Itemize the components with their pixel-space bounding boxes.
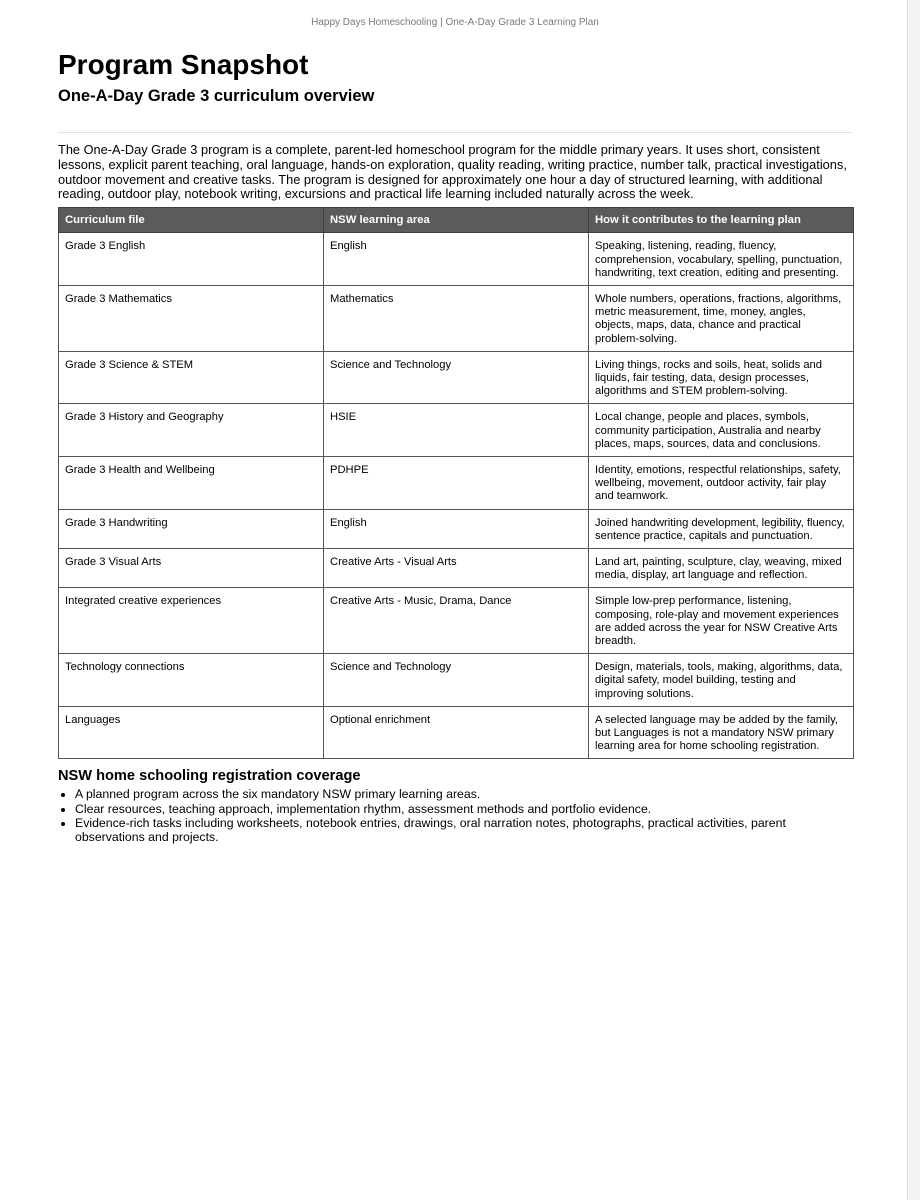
- page-title: Program Snapshot: [58, 49, 309, 80]
- table-row: [59, 404, 854, 457]
- page-subtitle: One-A-Day Grade 3 curriculum overview: [58, 87, 375, 105]
- column-header-contribution: How it contributes to the learning plan: [589, 208, 854, 233]
- coverage-list: [58, 787, 853, 844]
- contribution-cell: Joined handwriting development, legibility, fluency, sentence practice, capitals and punctuation.: [589, 509, 854, 548]
- curriculum-file-cell: Grade 3 English: [59, 233, 324, 286]
- contribution-cell: Whole numbers, operations, fractions, algorithms, metric measurement, time, money, angles, objects, maps, data, chance and practical problem-solving.: [589, 286, 854, 352]
- contribution-cell: Simple low-prep performance, listening, composing, role-play and movement experiences are added across the year for NSW Creative Arts breadth.: [589, 588, 854, 654]
- curriculum-file-cell: Grade 3 Handwriting: [59, 509, 324, 548]
- table-header-row: [59, 208, 854, 233]
- curriculum-file-cell: Integrated creative experiences: [59, 588, 324, 654]
- curriculum-table: [58, 207, 854, 759]
- curriculum-file-cell: Grade 3 History and Geography: [59, 404, 324, 457]
- contribution-cell: Living things, rocks and soils, heat, solids and liquids, fair testing, data, design processes, algorithms and STEM problem-solving.: [589, 351, 854, 404]
- table-row: [59, 706, 854, 759]
- table-row: [59, 654, 854, 707]
- contribution-cell: Local change, people and places, symbols, community participation, Australia and nearby places, maps, sources, data and conclusions.: [589, 404, 854, 457]
- curriculum-file-cell: Grade 3 Health and Wellbeing: [59, 457, 324, 510]
- table-row: [59, 351, 854, 404]
- page-content: [58, 48, 853, 844]
- learning-area-cell: Science and Technology: [324, 654, 589, 707]
- table-row: [59, 549, 854, 588]
- curriculum-file-cell: Grade 3 Visual Arts: [59, 549, 324, 588]
- curriculum-file-cell: Grade 3 Science & STEM: [59, 351, 324, 404]
- list-item: • A planned program across the six mandatory NSW primary learning areas.: [75, 787, 853, 801]
- learning-area-cell: Mathematics: [324, 286, 589, 352]
- curriculum-file-cell: Grade 3 Mathematics: [59, 286, 324, 352]
- table-row: [59, 588, 854, 654]
- learning-area-cell: English: [324, 509, 589, 548]
- learning-area-cell: Science and Technology: [324, 351, 589, 404]
- learning-area-cell: PDHPE: [324, 457, 589, 510]
- contribution-cell: Identity, emotions, respectful relationships, safety, wellbeing, movement, outdoor activity, fair play and teamwork.: [589, 457, 854, 510]
- contribution-cell: Speaking, listening, reading, fluency, comprehension, vocabulary, spelling, punctuation, handwriting, text creation, editing and presenting.: [589, 233, 854, 286]
- table-row: [59, 286, 854, 352]
- learning-area-cell: Optional enrichment: [324, 706, 589, 759]
- contribution-cell: Design, materials, tools, making, algorithms, data, digital safety, model building, testing and improving solutions.: [589, 654, 854, 707]
- coverage-heading: NSW home schooling registration coverage: [58, 768, 361, 785]
- list-item: • Evidence-rich tasks including worksheets, notebook entries, drawings, oral narration notes, photographs, practical activities, parent observations and projects.: [75, 816, 853, 844]
- contribution-cell: Land art, painting, sculpture, clay, weaving, mixed media, display, art language and reflection.: [589, 549, 854, 588]
- table-row: [59, 509, 854, 548]
- column-header-learning-area: NSW learning area: [324, 208, 589, 233]
- list-item: • Clear resources, teaching approach, implementation rhythm, assessment methods and portfolio evidence.: [75, 802, 853, 816]
- curriculum-file-cell: Technology connections: [59, 654, 324, 707]
- learning-area-cell: English: [324, 233, 589, 286]
- column-header-curriculum-file: Curriculum file: [59, 208, 324, 233]
- contribution-cell: A selected language may be added by the family, but Languages is not a mandatory NSW primary learning area for home schooling registration.: [589, 706, 854, 759]
- learning-area-cell: HSIE: [324, 404, 589, 457]
- intro-paragraph: The One-A-Day Grade 3 program is a complete, parent-led homeschool program for the middle primary years. It uses short, consistent lessons, explicit parent teaching, oral language, hands-on exploration, quality reading, writing practice, number talk, practical investigations, outdoor movement and creative tasks. The program is designed for approximately one hour a day of structured learning, with additional reading, outdoor play, notebook writing, excursions and practical life learning included naturally across the week.: [58, 142, 847, 202]
- learning-area-cell: Creative Arts - Visual Arts: [324, 549, 589, 588]
- divider: [58, 132, 853, 133]
- curriculum-file-cell: Languages: [59, 706, 324, 759]
- learning-area-cell: Creative Arts - Music, Drama, Dance: [324, 588, 589, 654]
- running-header: Happy Days Homeschooling | One-A-Day Grade 3 Learning Plan: [311, 17, 599, 28]
- table-row: [59, 457, 854, 510]
- table-row: [59, 233, 854, 286]
